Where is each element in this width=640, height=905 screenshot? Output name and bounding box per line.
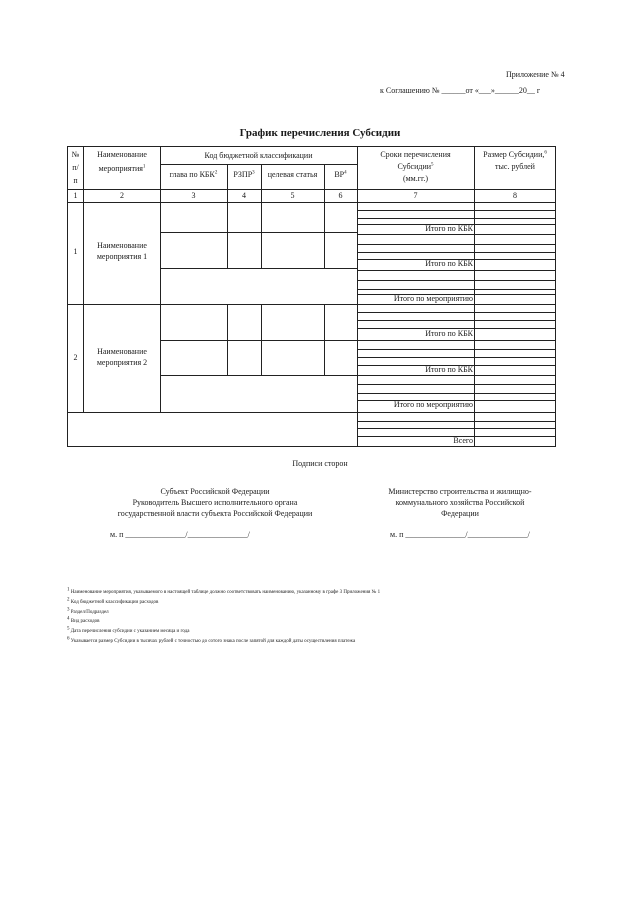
left-party-l1: Субъект Российской Федерации — [160, 487, 270, 496]
col-number: 1 — [73, 191, 78, 200]
header-amount-l1: Размер Субсидии, — [483, 150, 545, 159]
footnote-text: Указывается размер Субсидии в тысячах рублей с точностью до сотого знака после запятой для каждой даты осуществления платежа — [70, 639, 356, 644]
footnote-num: 2 — [67, 597, 70, 603]
total-event-label: Итого по мероприятию — [393, 400, 473, 409]
footnote-ref-5: 5 — [431, 162, 434, 168]
col-number: 2 — [120, 191, 124, 200]
footnote-5 — [67, 626, 190, 634]
footnote-num: 6 — [67, 636, 70, 642]
event-name-2-l1: Наименование — [97, 347, 147, 356]
header-rzpr-text: РЗПР — [233, 170, 253, 179]
row-number-2: 2 — [73, 353, 78, 362]
row-number-1: 1 — [73, 247, 78, 256]
footnote-ref-2: 2 — [214, 170, 218, 176]
left-signature-line: м. п _______________/_______________/ — [110, 530, 250, 539]
footnote-num: 4 — [67, 616, 70, 622]
header-amount — [474, 150, 556, 171]
footnote-ref-3: 3 — [252, 170, 255, 176]
header-terms-l3: (мм.гг.) — [402, 174, 429, 184]
header-vr-text: ВР — [334, 170, 345, 179]
total-kbk-label: Итого по КБК — [425, 224, 473, 233]
event-name-1-l2: мероприятия 1 — [96, 252, 148, 262]
footnote-text: Раздел/Подраздел — [70, 610, 109, 615]
right-signature-line: м. п _______________/_______________/ — [390, 530, 530, 539]
footnote-1 — [67, 587, 381, 595]
agreement-line: к Соглашению № ______от «___»______20__ г — [380, 86, 541, 95]
footnote-ref-4: 4 — [344, 170, 347, 176]
footnote-text: Дата перечисления субсидии с указанием месяца и года — [70, 629, 190, 634]
footnote-num: 5 — [67, 626, 70, 632]
footnote-num: 3 — [67, 607, 70, 613]
header-event-name-l2: мероприятия — [98, 164, 143, 174]
col-number: 3 — [191, 191, 196, 200]
footnote-6 — [67, 636, 356, 644]
header-num-l1: № — [71, 150, 80, 159]
footnote-3 — [67, 607, 109, 615]
header-terms-l2-wrap — [357, 162, 474, 171]
page-title: График перечисления Субсидии — [239, 127, 401, 139]
total-event-label: Итого по мероприятию — [393, 294, 473, 303]
total-kbk-label: Итого по КБК — [425, 329, 473, 338]
col-number: 8 — [513, 191, 517, 200]
footnote-num: 1 — [67, 587, 70, 593]
header-amount-l1-wrap — [474, 150, 556, 159]
footnote-2 — [67, 597, 159, 605]
header-kbk-text: глава по КБК — [169, 170, 215, 179]
header-num-l3: п — [73, 176, 78, 186]
event-name-2 — [84, 347, 160, 367]
signatures-heading: Подписи сторон — [292, 459, 348, 468]
right-party-l1: Министерство строительства и жилищно- — [388, 487, 532, 496]
total-kbk-label: Итого по КБК — [425, 365, 473, 374]
header-event-name — [84, 150, 160, 173]
header-event-name-l1: Наименование — [97, 150, 147, 159]
header-amount-l2: тыс. рублей — [495, 162, 535, 172]
footnote-text: Наименование мероприятия, указываемого в настоящей таблице должно соответствовать наименованию, указанному в графе 3 Приложения № 1 — [70, 590, 381, 595]
left-party-l3: государственной власти субъекта Российской Федерации — [117, 508, 313, 518]
header-kbk — [160, 170, 227, 179]
header-terms-l2: Субсидии — [397, 162, 432, 172]
header-code: Код бюджетной классификации — [204, 151, 313, 160]
header-rzpr — [227, 170, 261, 179]
col-number: 6 — [338, 191, 343, 200]
col-number: 5 — [290, 191, 295, 200]
right-party-l3: Федерации — [441, 508, 479, 518]
header-event-name-l2-wrap — [84, 164, 160, 173]
footnote-4 — [67, 616, 100, 624]
left-party-l2: Руководитель Высшего исполнительного органа — [132, 497, 298, 507]
header-terms-l1: Сроки перечисления — [380, 150, 451, 159]
event-name-1-l1: Наименование — [97, 241, 147, 250]
left-party — [90, 487, 340, 519]
grand-total-label: Всего — [453, 436, 473, 445]
footnote-text: Вид расходов — [70, 619, 100, 624]
footnote-text: Код бюджетной классификации расходов — [70, 600, 159, 605]
appendix-label: Приложение № 4 — [506, 70, 565, 79]
col-number: 4 — [242, 191, 246, 200]
col-number: 7 — [413, 191, 418, 200]
right-party — [355, 487, 565, 519]
header-num-l2: п/ — [72, 163, 79, 173]
header-terms — [357, 150, 474, 184]
header-num — [67, 150, 84, 186]
event-name-2-l2: мероприятия 2 — [96, 358, 148, 368]
footnote-ref-1: 1 — [142, 164, 146, 170]
footnote-ref-6: 6 — [544, 150, 547, 156]
right-party-l2: коммунального хозяйства Российской — [395, 497, 525, 507]
event-name-1 — [84, 241, 160, 261]
header-vr — [324, 170, 357, 179]
header-target: целевая статья — [267, 170, 318, 179]
total-kbk-label: Итого по КБК — [425, 259, 473, 268]
